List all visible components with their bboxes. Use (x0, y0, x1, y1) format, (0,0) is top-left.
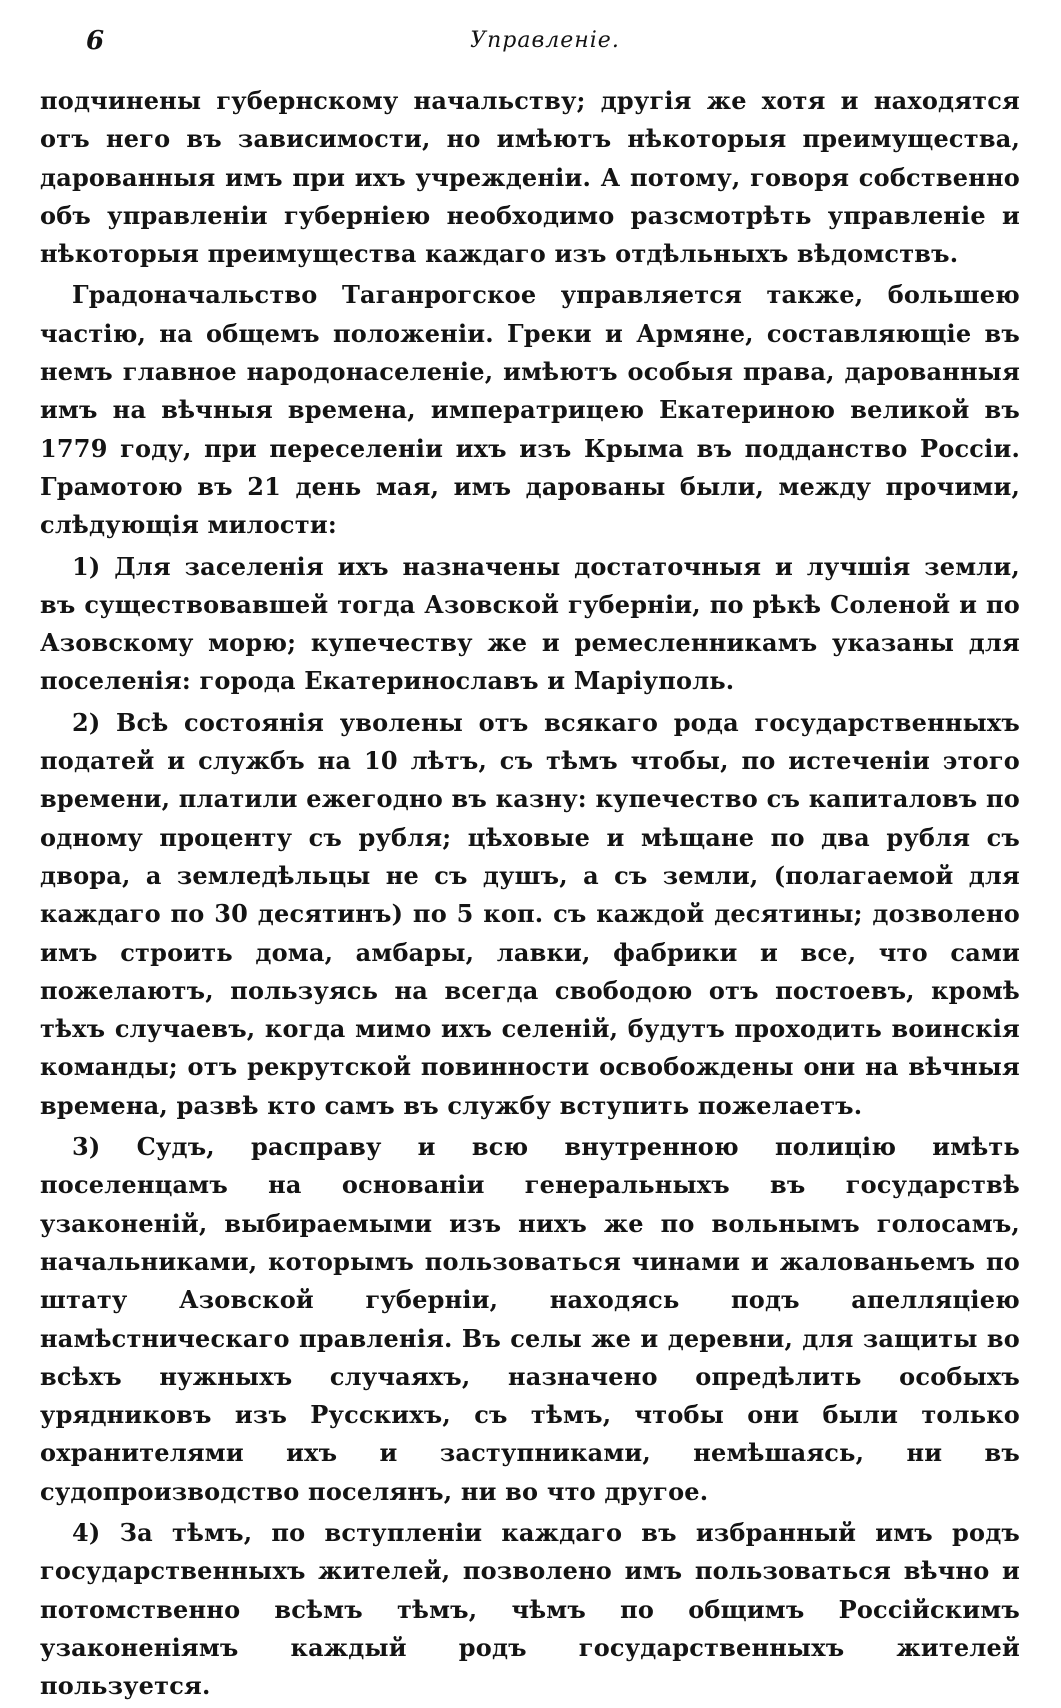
paragraph-continuation: подчинены губернскому начальству; другія же хотя и находятся отъ него въ зависимости, но имѣютъ нѣкоторыя преимущества, дарованныя имъ при ихъ учрежденіи. А потому, говоря собственно объ управленіи губерніею необходимо разсмотрѣть управленіе и нѣкоторыя преимущества каждаго изъ отдѣльныхъ вѣдомствъ. (40, 86, 1020, 269)
document-page (40, 22, 1020, 1708)
paragraph-item-1: 1) Для заселенія ихъ назначены достаточныя и лучшія земли, въ существовавшей тогда Азовской губерніи, по рѣкѣ Соленой и по Азовскому морю; купечеству же и ремесленникамъ указаны для поселенія: города Екатеринославъ и Маріуполь. (40, 551, 1020, 696)
page-number: 6 (86, 26, 105, 56)
page-header (40, 22, 1020, 66)
body-text (40, 82, 1020, 1705)
paragraph-item-3: 3) Судъ, расправу и всю внутренною полицію имѣть поселенцамъ на основаніи генеральныхъ въ государствѣ узаконеній, выбираемыми изъ нихъ же по вольнымъ голосамъ, начальниками, которымъ пользоваться чинами и жалованьемъ по штату Азовской губерніи, находясь подъ апелляціею намѣстническаго правленія. Въ селы же и деревни, для защиты во всѣхъ нужныхъ случаяхъ, назначено опредѣлить особыхъ урядниковъ изъ Русскихъ, съ тѣмъ, чтобы они были только охранителями ихъ и заступниками, немѣшаясь, ни въ судопроизводство поселянъ, ни во что другое. (40, 1132, 1020, 1506)
paragraph-item-2: 2) Всѣ состоянія уволены отъ всякаго рода государственныхъ податей и службъ на 10 лѣтъ, съ тѣмъ чтобы, по истеченіи этого времени, платили ежегодно въ казну: купечество съ капиталовъ по одному проценту съ рубля; цѣховые и мѣщане по два рубля съ двора, а земледѣльцы не съ душъ, а съ земли, (полагаемой для каждаго по 30 десятинъ) по 5 коп. съ каждой десятины; дозволено имъ строить дома, амбары, лавки, фабрики и все, что сами пожелаютъ, пользуясь на всегда свободою отъ постоевъ, кромѣ тѣхъ случаевъ, когда мимо ихъ селеній, будутъ проходить воинскія команды; отъ рекрутской повинности освобождены они на вѣчныя времена, развѣ кто самъ въ службу вступить пожелаетъ. (40, 707, 1020, 1120)
paragraph-item-4: 4) За тѣмъ, по вступленіи каждаго въ избранный имъ родъ государственныхъ жителей, позволено имъ пользоваться вѣчно и потомственно всѣмъ тѣмъ, чѣмъ по общимъ Россійскимъ узаконеніямъ каждый родъ государственныхъ жителей пользуется. (40, 1517, 1020, 1701)
running-title: Управленіе. (470, 28, 620, 53)
paragraph-taganrog: Градоначальство Таганрогское управляется также, большею частію, на общемъ положеніи. Греки и Армяне, составляющіе въ немъ главное народонаселеніе, имѣютъ особыя права, дарованныя имъ на вѣчныя времена, императрицею Екатериною великой въ 1779 году, при переселеніи ихъ изъ Крыма въ подданство Россіи. Грамотою въ 21 день мая, имъ дарованы были, между прочими, слѣдующія милости: (40, 280, 1020, 540)
